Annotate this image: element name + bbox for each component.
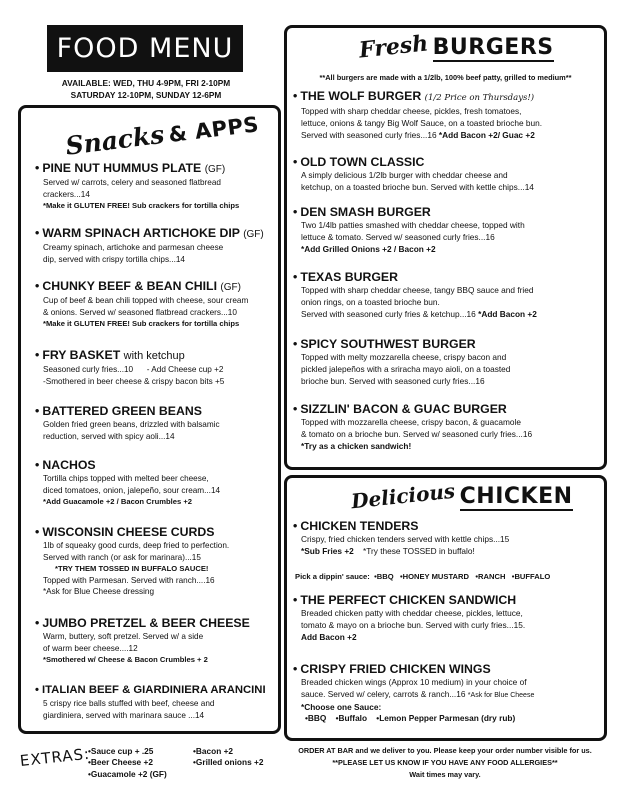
item-name: BATTERED GREEN BEANS — [42, 404, 202, 418]
menu-item: • NACHOS Tortilla chips topped with melted beer cheese, diced tomatoes, onion, jalepeño, sour cream...14 *Add Guacamole +2 / Bacon Crumbles +2 — [35, 458, 274, 508]
item-name: FRY BASKET — [42, 348, 121, 362]
sauce-option: •BBQ — [374, 572, 394, 581]
item-desc: Topped with sharp cheddar cheese, tangy BBQ sauce and fried — [301, 285, 534, 295]
item-name: OLD TOWN CLASSIC — [300, 155, 425, 169]
footer-line: ORDER AT BAR and we deliver to you. Please keep your order number visible for us. — [298, 746, 592, 755]
extra-item: •Sauce cup + .25 — [88, 746, 154, 756]
extra-item: •Guacamole +2 (GF) — [88, 768, 167, 779]
item-desc: Served with seasoned curly fries...16 — [301, 129, 437, 140]
item-name: WARM SPINACH ARTICHOKE DIP — [42, 226, 240, 240]
item-addon: *Add Bacon +2 — [478, 308, 537, 319]
sauce-option: •BBQ — [305, 713, 327, 724]
item-desc: Tortilla chips topped with melted beer cheese, — [43, 474, 209, 483]
extra-item: •Beer Cheese +2 — [88, 757, 153, 768]
item-note: *Try these TOSSED in buffalo! — [363, 545, 475, 556]
gf-tag: (GF) — [243, 229, 264, 240]
hours-line: SATURDAY 12-10PM, SUNDAY 12-6PM — [70, 89, 222, 100]
burgers-note: **All burgers are made with a 1/2lb, 100% beef patty, grilled to medium** — [319, 73, 572, 82]
item-desc: lettuce, onions & tangy Big Wolf Sauce, on a toasted brioche bun. — [301, 117, 543, 128]
item-name: NACHOS — [42, 458, 96, 472]
item-desc: Topped with melty mozzarella cheese, crispy bacon and — [301, 352, 507, 362]
item-name: THE WOLF BURGER — [300, 89, 422, 103]
hours — [40, 78, 252, 101]
menu-item: • SPICY SOUTHWEST BURGER Topped with melty mozzarella cheese, crispy bacon and pickled jalepeños with a sriracha mayo aioli, on a toasted brioche bun. Served with seasoned curly fries...16 — [293, 337, 602, 387]
item-desc: Warm, buttery, soft pretzel. Served w/ a side — [43, 632, 204, 641]
item-note: *Smothered w/ Cheese & Bacon Crumbles + 2 — [43, 655, 208, 665]
sauce-option: •RANCH — [475, 572, 506, 581]
item-desc: Topped with Parmesan. Served with ranch....16 — [43, 575, 215, 585]
item-desc: reduction, served with spicy aoli...14 — [43, 431, 175, 441]
item-desc: Topped with sharp cheddar cheese, pickles, fresh tomatoes, — [301, 106, 522, 116]
gf-tag: (GF) — [220, 282, 241, 293]
item-desc: giardiniera, served with marinara sauce ...14 — [43, 710, 205, 720]
item-desc: brioche bun. Served with seasoned curly fries...16 — [301, 375, 485, 386]
item-note: *Try as a chicken sandwich! — [301, 440, 412, 451]
extra-item: •Bacon +2 — [193, 746, 234, 756]
item-note: *Sub Fries +2 — [301, 545, 354, 556]
item-addon: *Add Bacon +2/ Guac +2 — [438, 129, 535, 140]
menu-item: • WARM SPINACH ARTICHOKE DIP (GF) Creamy spinach, artichoke and parmesan cheese dip, served with crispy tortilla chips...14 — [35, 226, 274, 265]
burgers-panel — [284, 25, 607, 470]
menu-item: • CHUNKY BEEF & BEAN CHILI (GF) Cup of beef & bean chili topped with cheese, sour cream & onions. Served w/ seasoned flatbread crackers...10 *Make it GLUTEN FREE! Sub crackers for tortilla chips — [35, 279, 274, 330]
menu-item: • WISCONSIN CHEESE CURDS 1lb of squeaky good curds, deep fried to perfection. Served with ranch (or ask for marinara)...15 *TRY THEM TOSSED IN BUFFALO SAUCE! Topped with Parmesan. Served with ranch....16 *Ask for Blue Cheese dressing — [35, 525, 274, 598]
menu-item: • CRISPY FRIED CHICKEN WINGS Breaded chicken wings (Approx 10 medium) in your choice of sauce. Served w/ celery, carrots & ranch...16 *Ask for Blue Cheese *Choose one Sauce: •BBQ •Buffalo •Lemon Pepper Parmesan (dry rub) — [293, 662, 602, 725]
snacks-heading-block: & APPS — [167, 112, 261, 148]
menu-item: • JUMBO PRETZEL & BEER CHEESE Warm, buttery, soft pretzel. Served w/ a side of warm beer cheese....12 *Smothered w/ Cheese & Bacon Crumbles + 2 — [35, 616, 274, 666]
item-name: SPICY SOUTHWEST BURGER — [300, 337, 476, 351]
item-desc: crackers...14 — [43, 189, 90, 199]
item-desc: -Smothered in beer cheese & crispy bacon bits +5 — [43, 376, 225, 386]
menu-item: • SIZZLIN' BACON & GUAC BURGER Topped with mozzarella cheese, crispy bacon, & guacamole & tomato on a brioche bun. Served w/ seasoned curly fries...16 *Try as a chicken sandwich! — [293, 402, 602, 452]
chicken-heading-block: CHICKEN — [459, 484, 573, 509]
item-name: SIZZLIN' BACON & GUAC BURGER — [300, 402, 507, 416]
extra-item: •Grilled onions +2 — [193, 757, 264, 768]
item-name: TEXAS BURGER — [300, 270, 399, 284]
menu-item: • THE PERFECT CHICKEN SANDWICH Breaded chicken patty with cheddar cheese, pickles, lettuce, tomato & mayo on a brioche bun. Served with curly fries...15. Add Bacon +2 — [293, 593, 602, 643]
chicken-heading — [350, 478, 573, 514]
footer-line: Wait times may vary. — [409, 770, 481, 779]
item-note: Add Bacon +2 — [301, 631, 357, 642]
item-desc: Golden fried green beans, drizzled with balsamic — [43, 420, 220, 429]
item-note: *TRY THEM TOSSED IN BUFFALO SAUCE! — [55, 564, 209, 574]
item-desc: ketchup, on a toasted brioche bun. Served with kettle chips...14 — [301, 181, 534, 192]
item-name: CHUNKY BEEF & BEAN CHILI — [42, 279, 217, 293]
menu-item: • THE WOLF BURGER (1/2 Price on Thursdays!) Topped with sharp cheddar cheese, pickles, fresh tomatoes, lettuce, onions & tangy Big Wolf Sauce, on a toasted brioche bun. Served with seasoned curly fries...16 *Add Bacon +2/ Guac +2 — [293, 89, 602, 141]
snacks-panel — [18, 105, 281, 734]
snacks-heading-script: Snacks — [63, 119, 166, 161]
chicken-panel — [284, 475, 607, 741]
item-name: THE PERFECT CHICKEN SANDWICH — [300, 593, 517, 607]
item-desc: & tomato on a brioche bun. Served w/ seasoned curly fries...16 — [301, 428, 533, 439]
item-name: CRISPY FRIED CHICKEN WINGS — [300, 662, 491, 676]
item-desc: tomato & mayo on a brioche bun. Served with curly fries...15. — [301, 619, 526, 630]
item-desc: Breaded chicken patty with cheddar cheese, pickles, lettuce, — [301, 608, 523, 618]
item-note: *Choose one Sauce: — [301, 701, 382, 712]
item-desc: diced tomatoes, onion, jalepeño, sour cream...14 — [43, 485, 221, 495]
item-desc: dip, served with crispy tortilla chips...14 — [43, 254, 185, 264]
item-desc: Two 1/4lb patties smashed with cheddar cheese, topped with — [301, 220, 525, 230]
snacks-heading — [64, 108, 260, 160]
dippin-label: Pick a dippin' sauce: — [295, 572, 370, 581]
item-desc: 5 crispy rice balls stuffed with beef, cheese and — [43, 699, 215, 708]
item-note: *Add Guacamole +2 / Bacon Crumbles +2 — [43, 497, 192, 507]
gf-tag: (GF) — [204, 164, 226, 175]
item-desc: 1lb of squeaky good curds, deep fried to perfection. — [43, 541, 230, 550]
extras-label: EXTRAS: — [19, 744, 91, 770]
hours-line: AVAILABLE: WED, THU 4-9PM, FRI 2-10PM — [61, 78, 231, 88]
menu-item: • FRY BASKET with ketchup Seasoned curly fries...10 - Add Cheese cup +2 -Smothered in beer cheese & crispy bacon bits +5 — [35, 348, 274, 387]
item-promo: (1/2 Price on Thursdays!) — [424, 93, 535, 103]
item-sub: with ketchup — [123, 350, 185, 362]
item-name: CHICKEN TENDERS — [300, 519, 419, 533]
menu-item: • DEN SMASH BURGER Two 1/4lb patties smashed with cheddar cheese, topped with lettuce & tomato. Served w/ seasoned curly fries...16 *Add Grilled Onions +2 / Bacon +2 — [293, 205, 602, 255]
dippin-sauces — [295, 572, 550, 581]
burgers-heading-block: BURGERS — [432, 35, 554, 60]
item-note: *Add Grilled Onions +2 / Bacon +2 — [301, 243, 436, 254]
item-desc: onion rings, on a toasted brioche bun. — [301, 296, 440, 307]
item-desc: Served w/ carrots, celery and seasoned flatbread — [43, 178, 221, 187]
sauce-option: •Buffalo — [335, 713, 368, 724]
item-desc: Crispy, fried chicken tenders served with kettle chips...15 — [301, 534, 510, 544]
menu-item: • OLD TOWN CLASSIC A simply delicious 1/2lb burger with cheddar cheese and ketchup, on a toasted brioche bun. Served with kettle chips...14 — [293, 155, 602, 194]
item-desc: lettuce & tomato. Served w/ seasoned curly fries...16 — [301, 231, 495, 242]
menu-item: • TEXAS BURGER Topped with sharp cheddar cheese, tangy BBQ sauce and fried onion rings, on a toasted brioche bun. Served with seasoned curly fries & ketchup...16 *Add Bacon +2 — [293, 270, 602, 320]
item-name: PINE NUT HUMMUS PLATE — [42, 161, 202, 175]
item-name: DEN SMASH BURGER — [300, 205, 431, 219]
menu-title: FOOD MENU — [47, 25, 243, 72]
footer-line: **PLEASE LET US KNOW IF YOU HAVE ANY FOOD ALLERGIES** — [332, 758, 558, 767]
menu-item: • BATTERED GREEN BEANS Golden fried green beans, drizzled with balsamic reduction, served with spicy aoli...14 — [35, 404, 274, 442]
item-desc: & onions. Served w/ seasoned flatbread crackers...10 — [43, 307, 237, 317]
item-desc: Seasoned curly fries...10 - Add Cheese cup +2 — [43, 365, 224, 374]
burgers-heading — [357, 30, 554, 64]
item-name: WISCONSIN CHEESE CURDS — [42, 525, 215, 539]
sauce-option: •Lemon Pepper Parmesan (dry rub) — [376, 713, 516, 724]
menu-item: • CHICKEN TENDERS Crispy, fried chicken tenders served with kettle chips...15 *Sub Fries +2 *Try these TOSSED in buffalo! — [293, 519, 602, 558]
item-name: JUMBO PRETZEL & BEER CHEESE — [42, 616, 250, 630]
item-desc: A simply delicious 1/2lb burger with cheddar cheese and — [301, 170, 508, 180]
extras-list — [88, 746, 167, 780]
item-note: *Make it GLUTEN FREE! Sub crackers for tortilla chips — [43, 319, 240, 329]
burgers-heading-script: Fresh — [357, 30, 430, 64]
item-desc: Cup of beef & bean chili topped with cheese, sour cream — [43, 296, 249, 305]
item-desc: Breaded chicken wings (Approx 10 medium) in your choice of — [301, 677, 527, 687]
menu-item: • ITALIAN BEEF & GIARDINIERA ARANCINI 5 crispy rice balls stuffed with beef, cheese and giardiniera, served with marinara sauce ...14 — [35, 683, 274, 721]
sauce-option: •BUFFALO — [511, 572, 551, 581]
item-ask-note: *Ask for Blue Cheese — [467, 691, 535, 699]
item-desc: *Ask for Blue Cheese dressing — [43, 587, 155, 597]
extras-list — [193, 746, 263, 769]
item-desc: pickled jalepeños with a sriracha mayo aioli, on a toasted — [301, 363, 511, 374]
chicken-heading-script: Delicious — [350, 478, 457, 514]
item-desc: of warm beer cheese....12 — [43, 643, 138, 653]
item-name: ITALIAN BEEF & GIARDINIERA ARANCINI — [41, 684, 266, 696]
order-footer — [283, 745, 607, 781]
item-desc: Served with ranch (or ask for marinara)...15 — [43, 552, 201, 562]
item-desc: Creamy spinach, artichoke and parmesan cheese — [43, 243, 224, 252]
item-note: *Make it GLUTEN FREE! Sub crackers for tortilla chips — [43, 201, 240, 211]
item-desc: Served with seasoned curly fries & ketchup...16 — [301, 308, 476, 319]
sauce-option: •HONEY MUSTARD — [399, 572, 469, 581]
menu-item: • PINE NUT HUMMUS PLATE (GF) Served w/ carrots, celery and seasoned flatbread crackers...14 *Make it GLUTEN FREE! Sub crackers for tortilla chips — [35, 161, 274, 212]
item-desc: Topped with mozzarella cheese, crispy bacon, & guacamole — [301, 417, 521, 427]
item-desc: sauce. Served w/ celery, carrots & ranch...16 — [301, 688, 466, 699]
